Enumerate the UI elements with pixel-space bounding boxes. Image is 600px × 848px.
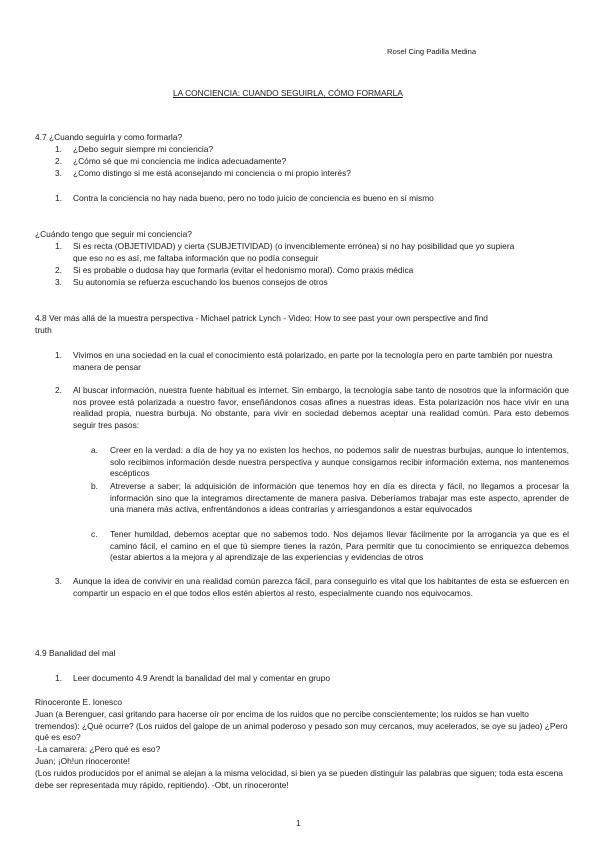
item-number: 1. xyxy=(55,350,62,360)
item-number: 3. xyxy=(55,576,62,586)
item-text: ¿Como distingo si me está aconsejando mi conciencia o mi propio interés? xyxy=(73,168,351,178)
item-number: 3. xyxy=(55,277,62,287)
step-text: Atreverse a saber; la adquisición de información que tenemos hoy en día es directa y fácil, no llegamos a procesar la información sino que la integramos directamente de manera pasiva. Deberíamos trabajar mas este aspecto, aprender de una manera más activa, enfrentándonos a ideas contrarias y arriesgandonos a estar equivocados xyxy=(110,481,569,515)
item-number: 2. xyxy=(55,265,62,275)
list-item xyxy=(55,277,328,289)
list-item xyxy=(55,168,351,180)
paragraph: Vivimos en una sociedad en la cual el conocimiento está polarizado, en parte por la tecnología pero en parte también por nuestra manera de pensar xyxy=(73,350,553,372)
item-number: 1. xyxy=(55,241,62,251)
step-text: Tener humildad, debemos aceptar que no sabemos todo. Nos dejamos llevar fácilmente por la arrogancia ya que es el camino fácil, el camino en el que tú siempre tienes la razón, Para permitir que tu conocimiento se enriquezca debemos (estar abiertos a la mejora y al aprendizaje de las experiencias y evidencias de otros xyxy=(110,529,569,563)
item-text-continued: que eso no es así, me faltaba información que no podía conseguir xyxy=(73,253,319,263)
step-text: Creer en la verdad: a día de hoy ya no existen los hechos, no podemos salir de nuestras burbujas, aunque lo intentemos, solo recibimos información desde nuestra perspectiva y aunque consigamos recibir información externa, nos mantenemos escépticos xyxy=(110,445,569,479)
item-number: 1. xyxy=(55,144,62,154)
step-letter: c. xyxy=(91,529,98,539)
paragraph: Aunque la idea de convivir en una realidad común parezca fácil, para conseguirlo es vital que los habitantes de esta se esfuercen en compartir un espacio en el que todos ellos estén abiertos al resto, especialmente cuando nos equivocamos. xyxy=(73,576,569,598)
dialogue-line: Juan; ¡Oh!un rinoceronte! xyxy=(35,756,130,766)
item-text: Si es recta (OBJETIVIDAD) y cierta (SUBJETIVIDAD) (o invenciblemente errónea) si no hay posibilidad que yo supiera xyxy=(73,241,515,251)
paragraph: Al buscar información, nuestra fuente habitual es internet. Sin embargo, la tecnología sabe tanto de nosotros que la información que nos provee está polarizada a nuestro favor, enseñándonos cosas afines a nuestras ideas. Esta polarización nos hace vivir en una realidad propia, nuestra burbuja. No obstante, para vivir en sociedad debemos aceptar una realidad común. Para esto debemos seguir tres pasos: xyxy=(73,385,569,430)
dialogue-line: (Los ruidos producidos por el animal se alejan a la misma velocidad, si bien ya se pueden distinguir las palabras que siguen; toda esta escena debe ser representada muy rápido, repitiendo). -Obt, un rinoceronte! xyxy=(35,768,563,790)
list-item xyxy=(55,144,214,156)
item-number: 3. xyxy=(55,168,62,178)
item-text: Leer documento 4.9 Arendt la banalidad del mal y comentar en grupo xyxy=(73,673,330,683)
list-item xyxy=(55,673,330,685)
item-text: Contra la conciencia no hay nada bueno, pero no todo juicio de conciencia es bueno en sí mismo xyxy=(73,193,434,203)
list-item xyxy=(55,193,434,205)
item-number: 1. xyxy=(55,193,62,203)
step-letter: a. xyxy=(91,445,98,455)
item-text: ¿Debo seguir siempre mi conciencia? xyxy=(73,144,214,154)
list-item xyxy=(55,156,287,168)
dialogue-line: Juan (a Berenguer, casi gritando para hacerse oír por encima de los ruidos que no percibe conscientemente; los ruidos se han vuelto tremendos): ¿Qué ocurre? (Los ruidos del galope de un animal poderoso y pesado son muy cercanos, muy acelerados, se oye su jadeo) ¿Pero qué es eso? xyxy=(35,709,568,743)
section-4-7-heading: 4.7 ¿Cuando seguirla y como formarla? xyxy=(35,132,183,142)
when-heading: ¿Cuándo tengo que seguir mi conciencia? xyxy=(35,229,192,239)
step-letter: b. xyxy=(91,481,98,491)
section-4-8-heading-cont: truth xyxy=(35,325,52,335)
list-item xyxy=(55,241,515,253)
item-number: 2. xyxy=(55,156,62,166)
item-text: Si es probable o dudosa hay que formarla (evitar el hedonismo moral). Como praxis médica xyxy=(73,265,414,275)
item-text: Su autonomía se refuerza escuchando los buenos consejos de otros xyxy=(73,277,328,287)
section-4-9-heading: 4.9 Banalidad del mal xyxy=(35,648,116,658)
section-4-8-heading: 4.8 Ver más allá de la muestra perspectiva - Michael patrick Lynch - Video: How to see past your own perspective and find xyxy=(35,313,488,323)
item-number: 1. xyxy=(55,673,62,683)
play-title: Rinoceronte E. Ionesco xyxy=(35,697,123,707)
page-title: LA CONCIENCIA: CUANDO SEGUIRLA, CÓMO FORMARLA xyxy=(173,88,403,98)
item-number: 2. xyxy=(55,385,62,395)
page-number: 1 xyxy=(296,818,301,828)
list-item xyxy=(55,265,414,277)
item-text: ¿Cómo sé que mi conciencia me indica adecuadamente? xyxy=(73,156,287,166)
dialogue-line: -La camarera: ¿Pero qué es eso? xyxy=(35,744,161,754)
author-name: Rosel Cing Padilla Medina xyxy=(387,47,477,56)
